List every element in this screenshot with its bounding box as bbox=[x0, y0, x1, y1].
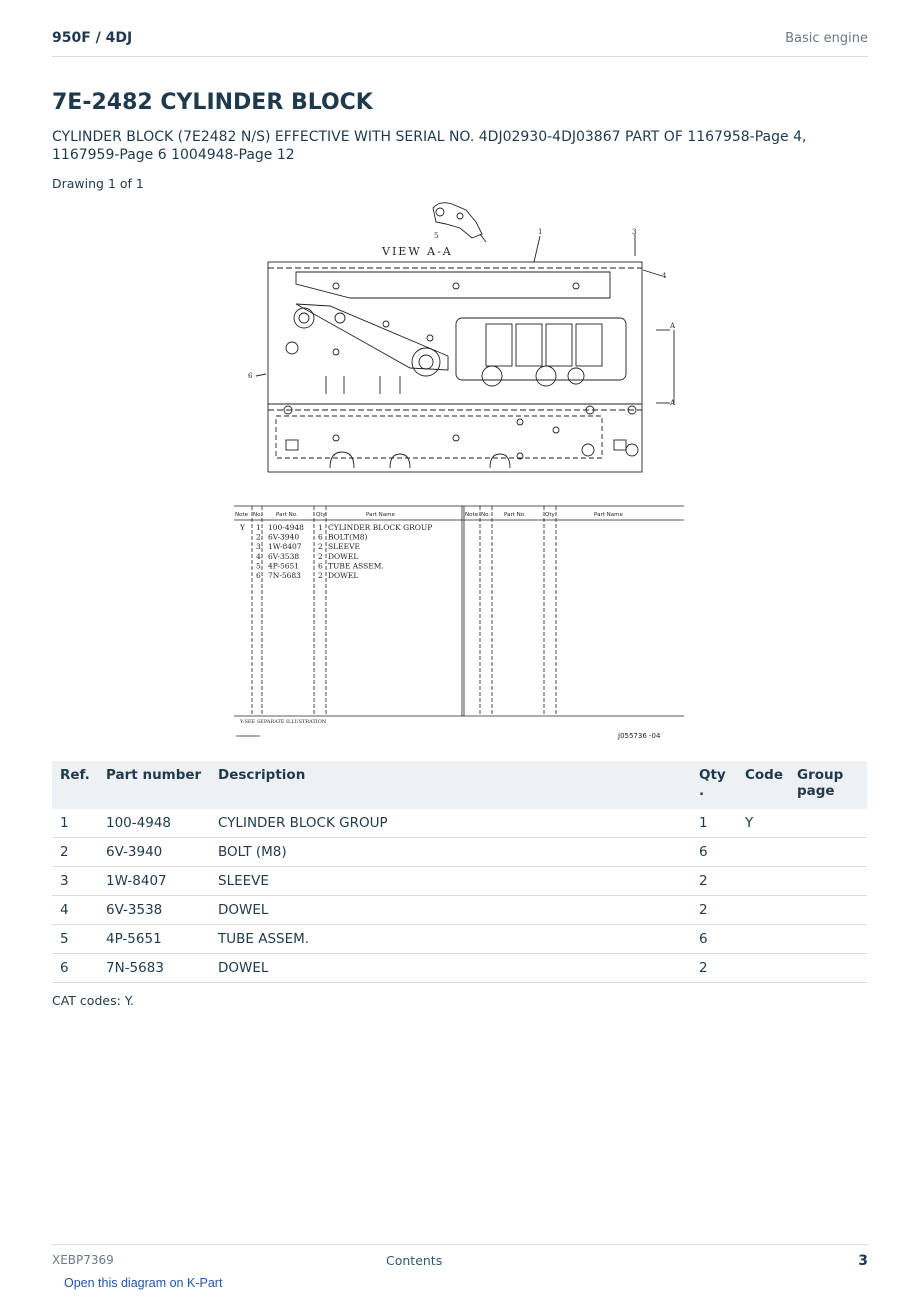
cell-code bbox=[737, 954, 789, 983]
cell-ref: 2 bbox=[52, 838, 98, 867]
cell-qty: 2 bbox=[691, 954, 737, 983]
cell-group-page bbox=[789, 896, 867, 925]
callout-4: 4 bbox=[662, 272, 667, 280]
model-label: 950F / 4DJ bbox=[52, 30, 133, 46]
view-label: VIEW A-A bbox=[382, 245, 453, 258]
table-row bbox=[52, 925, 867, 954]
page-footer bbox=[52, 1244, 868, 1275]
inner-cell: DOWEL bbox=[328, 571, 359, 580]
inner-cell: 1W-8407 bbox=[268, 542, 302, 552]
drawing-label: Drawing 1 of 1 bbox=[52, 176, 144, 191]
inner-cell: 5 bbox=[256, 561, 261, 571]
drawing-number: J055736 -04 bbox=[618, 732, 661, 740]
cell-ref: 1 bbox=[52, 809, 98, 838]
inner-cell: 100-4948 bbox=[268, 523, 304, 532]
document-id: XEBP7369 bbox=[52, 1253, 114, 1267]
callout-1: 1 bbox=[538, 228, 543, 236]
callout-6: 6 bbox=[248, 372, 253, 380]
cell-part-number: 100-4948 bbox=[98, 809, 210, 838]
inner-header-no: No. bbox=[253, 512, 263, 518]
parts-table bbox=[52, 761, 867, 983]
cell-group-page bbox=[789, 925, 867, 954]
inner-cell: 6 bbox=[256, 571, 261, 580]
kpart-link[interactable]: Open this diagram on K-Part bbox=[64, 1276, 223, 1290]
cell-qty: 1 bbox=[691, 809, 737, 838]
cell-ref: 5 bbox=[52, 925, 98, 954]
page-number: 3 bbox=[858, 1253, 868, 1269]
callout-a-top: A bbox=[670, 322, 676, 330]
inner-cell: 3 bbox=[256, 542, 261, 552]
callout-5: 5 bbox=[434, 232, 439, 240]
inner-cell: 7N-5683 bbox=[268, 571, 301, 580]
inner-cell: 2 bbox=[318, 571, 323, 580]
cell-qty: 6 bbox=[691, 925, 737, 954]
cell-qty: 6 bbox=[691, 838, 737, 867]
inner-cell: 6V-3940 bbox=[268, 532, 300, 542]
cell-code: Y bbox=[737, 809, 789, 838]
cell-group-page bbox=[789, 954, 867, 983]
page-description: CYLINDER BLOCK (7E2482 N/S) EFFECTIVE WITH SERIAL NO. 4DJ02930-4DJ03867 PART OF 1167958-Page 4, 1167959-Page 6 1004948-Page 12 bbox=[52, 129, 807, 163]
cell-code bbox=[737, 896, 789, 925]
inner-cell: 2 bbox=[256, 532, 261, 542]
inner-cell: CYLINDER BLOCK GROUP bbox=[328, 523, 433, 532]
cell-group-page bbox=[789, 867, 867, 896]
cell-description: TUBE ASSEM. bbox=[210, 925, 691, 954]
cell-part-number: 4P-5651 bbox=[98, 925, 210, 954]
inner-header-no-2: No. bbox=[481, 512, 491, 518]
table-row bbox=[52, 896, 867, 925]
inner-header-partno: Part No. bbox=[276, 512, 298, 518]
cell-qty: 2 bbox=[691, 896, 737, 925]
cell-part-number: 1W-8407 bbox=[98, 867, 210, 896]
cell-description: DOWEL bbox=[210, 954, 691, 983]
header-description: Description bbox=[210, 761, 691, 809]
cell-group-page bbox=[789, 838, 867, 867]
cell-ref: 4 bbox=[52, 896, 98, 925]
inner-cell: SLEEVE bbox=[328, 542, 360, 552]
parts-diagram bbox=[230, 198, 690, 748]
cell-description: DOWEL bbox=[210, 896, 691, 925]
table-row bbox=[52, 838, 867, 867]
inner-cell: 2 bbox=[318, 551, 323, 561]
table-row bbox=[52, 809, 867, 838]
inner-cell: 1 bbox=[256, 523, 261, 532]
cell-part-number: 7N-5683 bbox=[98, 954, 210, 983]
cell-code bbox=[737, 838, 789, 867]
header-qty: Qty . bbox=[691, 761, 737, 809]
inner-footnote: Y-SEE SEPARATE ILLUSTRATION bbox=[240, 719, 327, 725]
header-part-number: Part number bbox=[98, 761, 210, 809]
page-header bbox=[52, 28, 868, 57]
inner-header-note: Note bbox=[235, 512, 249, 518]
cell-description: SLEEVE bbox=[210, 867, 691, 896]
inner-cell: 6V-3538 bbox=[268, 551, 300, 561]
cell-ref: 6 bbox=[52, 954, 98, 983]
inner-cell: 6 bbox=[318, 532, 323, 542]
inner-cell: TUBE ASSEM. bbox=[328, 561, 384, 571]
cell-part-number: 6V-3538 bbox=[98, 896, 210, 925]
inner-header-name-2: Part Name bbox=[594, 512, 623, 518]
page-title: 7E-2482 CYLINDER BLOCK bbox=[52, 90, 373, 115]
inner-header-note-2: Note bbox=[465, 512, 479, 518]
table-row bbox=[52, 867, 867, 896]
table-row bbox=[52, 954, 867, 983]
cat-codes: CAT codes: Y. bbox=[52, 993, 134, 1008]
inner-cell: BOLT(M8) bbox=[328, 532, 368, 542]
inner-header-qty-2: Qty bbox=[545, 512, 555, 518]
header-ref: Ref. bbox=[52, 761, 98, 809]
inner-header-name: Part Name bbox=[366, 512, 395, 518]
cell-code bbox=[737, 925, 789, 954]
cell-qty: 2 bbox=[691, 867, 737, 896]
header-group-page: Group page bbox=[789, 761, 867, 809]
cell-description: CYLINDER BLOCK GROUP bbox=[210, 809, 691, 838]
parts-table-header bbox=[52, 761, 867, 809]
cell-ref: 3 bbox=[52, 867, 98, 896]
inner-cell: 4 bbox=[256, 551, 261, 561]
inner-header-partno-2: Part No. bbox=[504, 512, 526, 518]
inner-cell: 1 bbox=[318, 523, 323, 532]
callout-3: 3 bbox=[632, 228, 637, 236]
inner-cell: 2 bbox=[318, 542, 323, 552]
inner-header-qty: Qty bbox=[316, 512, 326, 518]
inner-cell: Y bbox=[240, 523, 245, 532]
cell-code bbox=[737, 867, 789, 896]
inner-cell: DOWEL bbox=[328, 551, 359, 561]
header-code: Code bbox=[737, 761, 789, 809]
cell-group-page bbox=[789, 809, 867, 838]
contents-link[interactable]: Contents bbox=[386, 1253, 443, 1268]
cell-description: BOLT (M8) bbox=[210, 838, 691, 867]
cell-part-number: 6V-3940 bbox=[98, 838, 210, 867]
inner-cell: 6 bbox=[318, 561, 323, 571]
section-label: Basic engine bbox=[785, 31, 868, 46]
inner-cell: 4P-5651 bbox=[268, 561, 300, 571]
callout-a-bottom: A bbox=[670, 399, 676, 407]
